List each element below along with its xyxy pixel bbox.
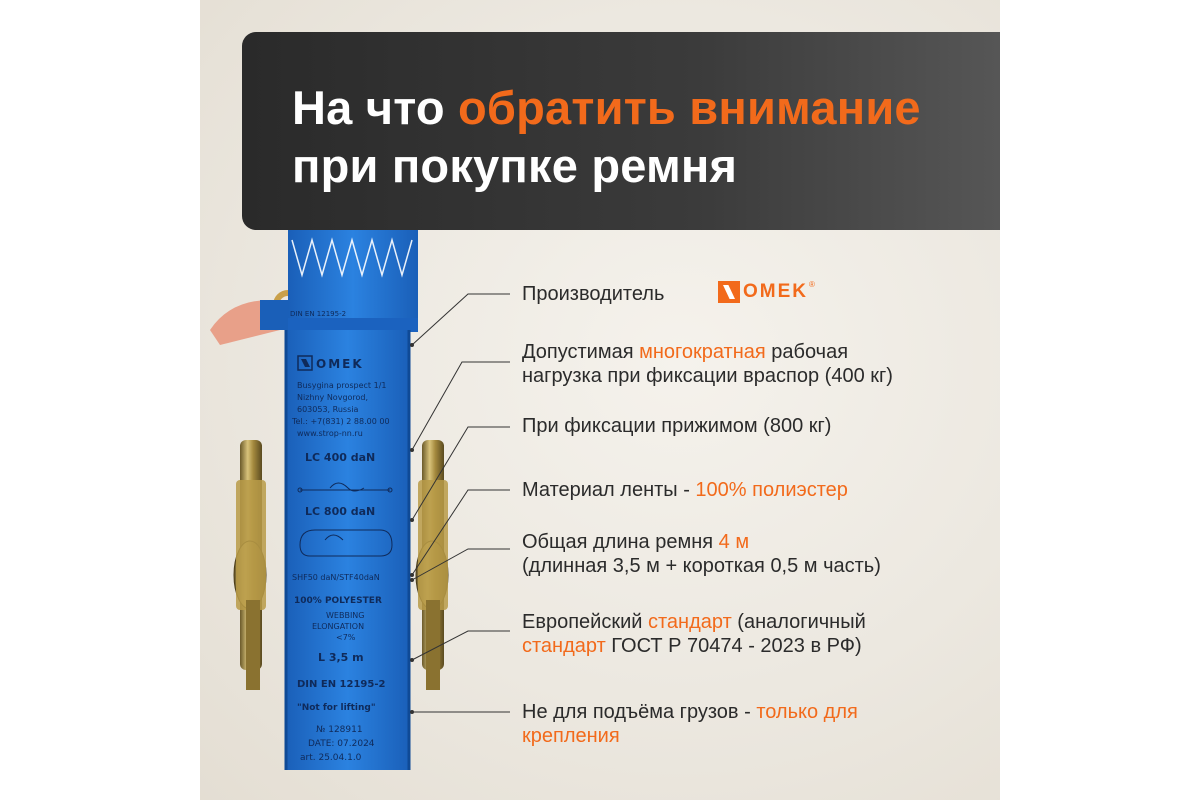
callout-anchor-dots: [410, 343, 414, 714]
omek-logo-icon: [718, 281, 740, 303]
strap-lc800: LC 800 daN: [305, 505, 376, 518]
strap-webbing-1: WEBBING: [326, 611, 365, 620]
strap-lc400: LC 400 daN: [305, 451, 376, 464]
strap-webbing-3: <7%: [336, 633, 356, 642]
strap-brand-text: OMEK: [316, 357, 364, 371]
callout-length-line2: (длинная 3,5 м + короткая 0,5 м часть): [522, 555, 881, 577]
strap-address-line-5: www.strop-nn.ru: [297, 429, 363, 438]
strap-length: L 3,5 m: [318, 651, 364, 664]
header-title-line1: На что обратить внимание: [292, 81, 921, 134]
callout-manufacturer: Производитель: [522, 283, 665, 305]
omek-logo: [718, 280, 815, 304]
strap-standard: DIN EN 12195-2: [297, 679, 386, 690]
callout-standard-line2: стандарт ГОСТ Р 70474 - 2023 в РФ): [522, 635, 862, 657]
strap-material: 100% POLYESTER: [294, 596, 382, 606]
omek-logo-reg: ®: [809, 280, 815, 289]
strap-address-line-3: 603053, Russia: [297, 405, 359, 414]
callout-standard-line1: Европейский стандарт (аналогичный: [522, 611, 866, 633]
callout-wll: [522, 340, 893, 388]
callout-wll-line2: нагрузка при фиксации враспор (400 кг): [522, 365, 893, 387]
callout-material: Материал ленты - 100% полиэстер: [522, 479, 848, 501]
strap-top-standard: DIN EN 12195-2: [290, 310, 347, 318]
callout-lifting-line1: Не для подъёма грузов - только для: [522, 701, 858, 723]
strap-shf: SHF50 daN/STF40daN: [292, 573, 380, 582]
strap-art: art. 25.04.1.0: [300, 753, 362, 763]
strap-number: № 128911: [316, 725, 363, 735]
omek-logo-text: OMEK: [743, 281, 808, 302]
strap-address-line-1: Busygina prospect 1/1: [297, 381, 387, 390]
callout-clamp: При фиксации прижимом (800 кг): [522, 415, 832, 437]
strap-not-for-lifting: "Not for lifting": [297, 703, 376, 713]
callout-lifting-line2: крепления: [522, 725, 620, 747]
callout-standard: [522, 610, 866, 658]
callout-wll-line1: Допустимая многократная рабочая: [522, 341, 849, 363]
callout-length-line1: Общая длина ремня 4 м: [522, 531, 750, 553]
strap-date: DATE: 07.2024: [308, 739, 375, 749]
callout-not-for-lifting: [522, 700, 858, 748]
header-title-line2: при покупке ремня: [292, 139, 738, 192]
strap-address-line-2: Nizhny Novgorod,: [297, 393, 369, 402]
strap-address-line-4: Tel.: +7(831) 2 88.00 00: [292, 417, 390, 426]
strap-webbing-2: ELONGATION: [312, 622, 365, 631]
callout-length: [522, 530, 881, 578]
infographic-canvas: [200, 0, 1000, 800]
header-title-highlight: обратить внимание: [458, 81, 921, 134]
